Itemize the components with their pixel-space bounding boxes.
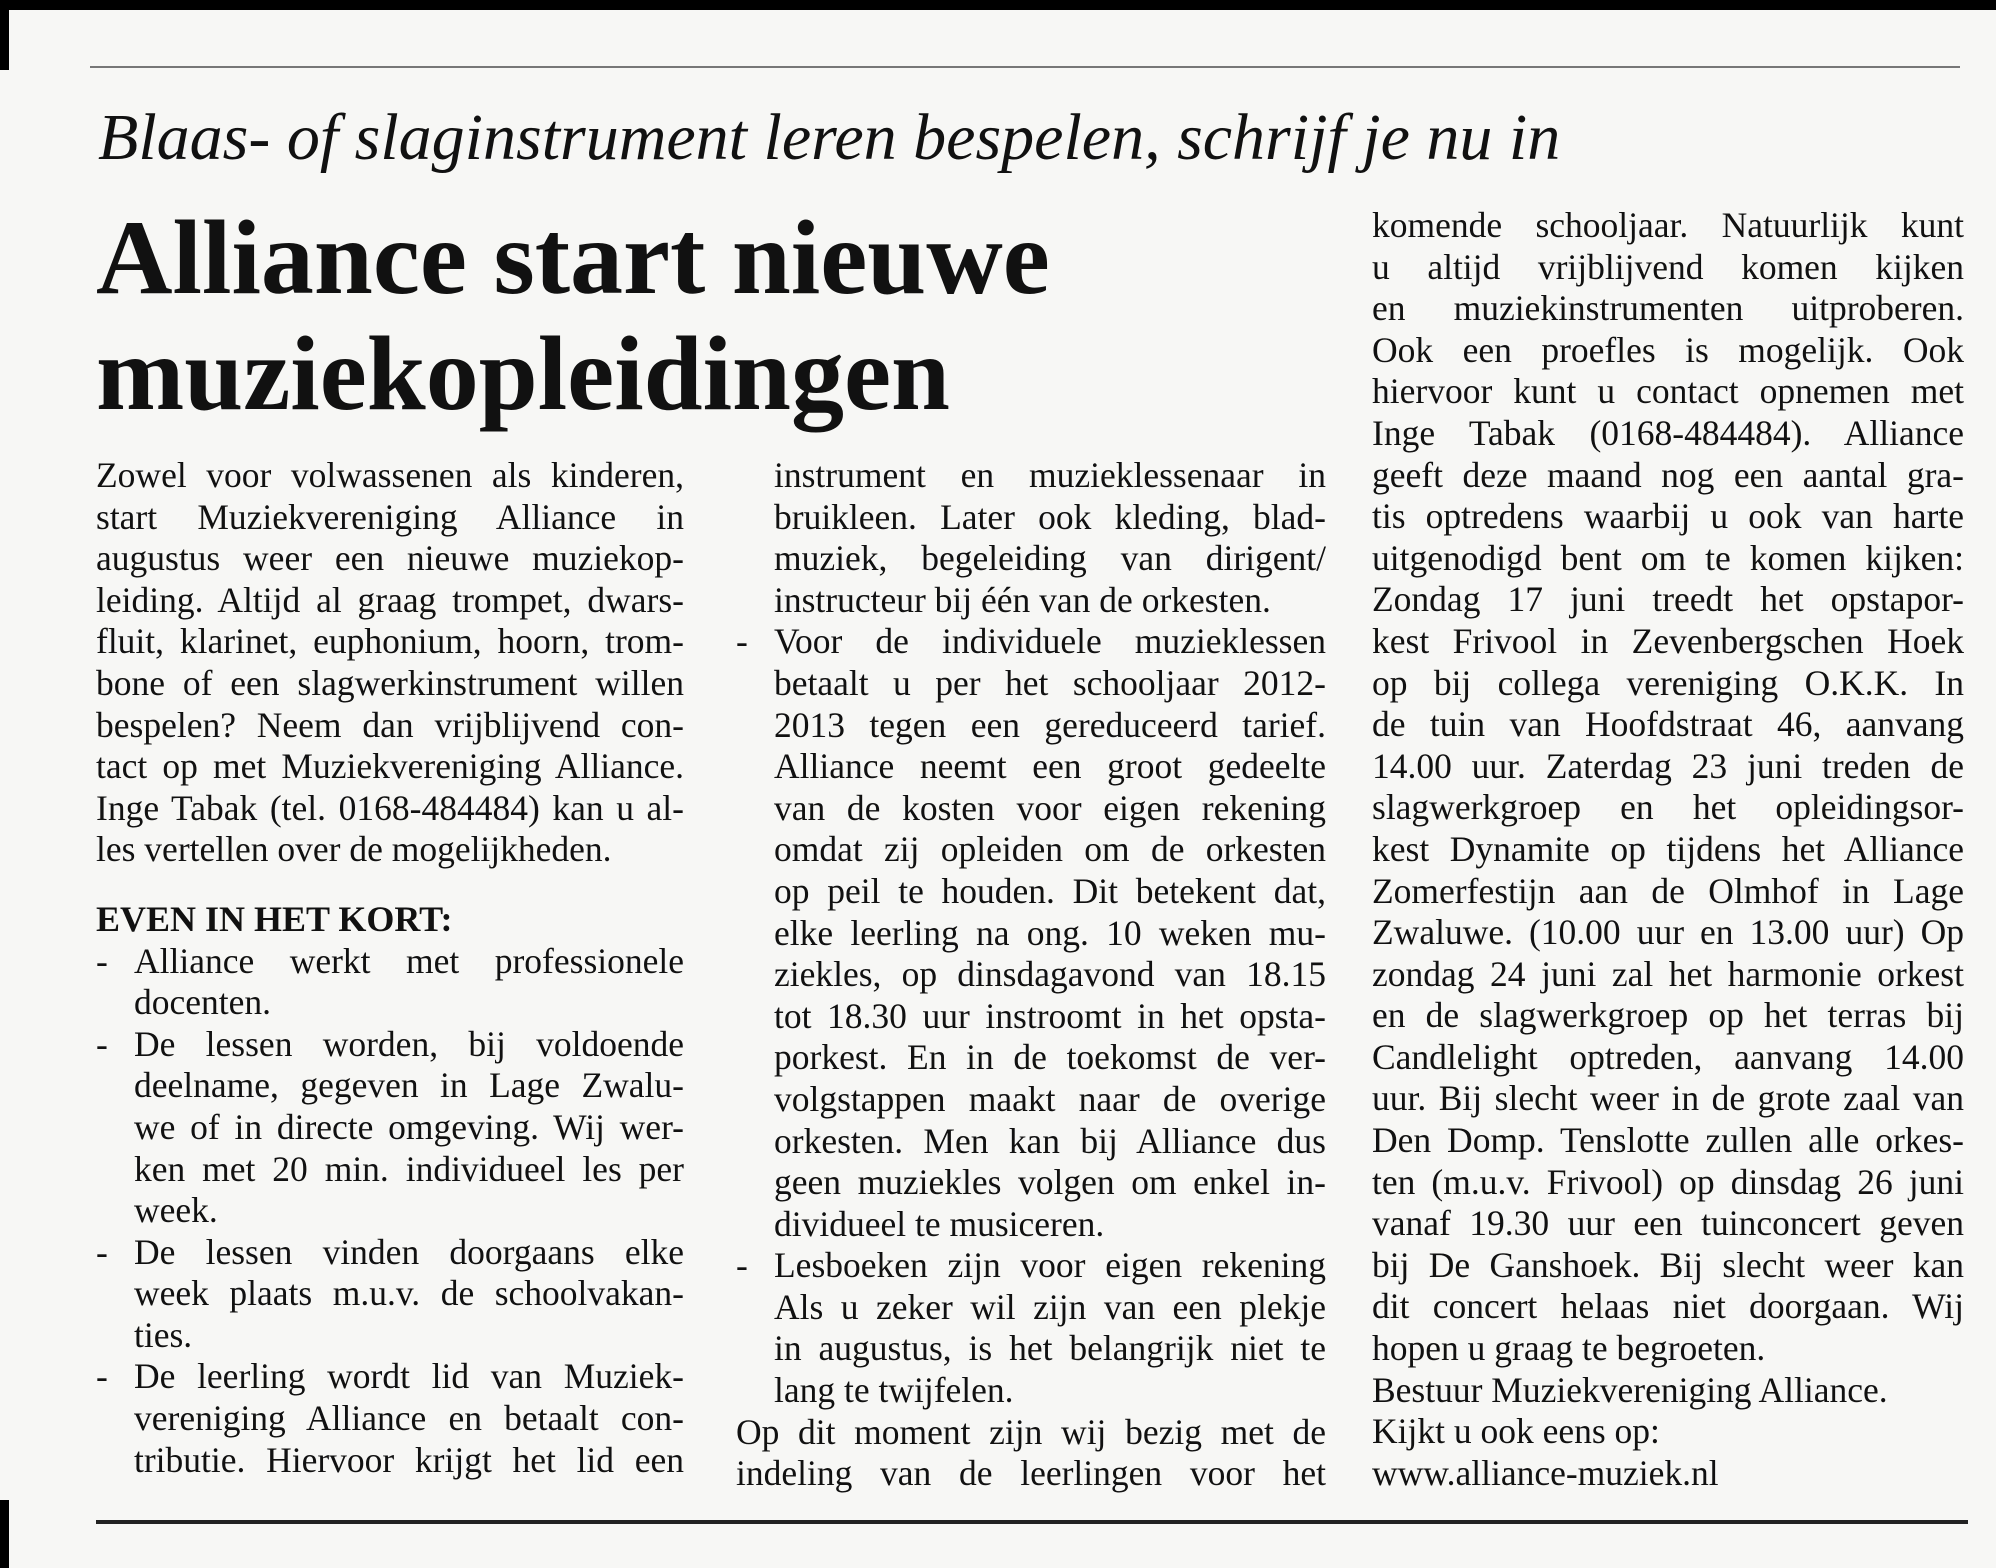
text-line: Zondag 17 juni treedt het opstapor- (1372, 579, 1964, 620)
text-line: ten (m.u.v. Frivool) op dinsdag 26 juni (1372, 1161, 1964, 1202)
text-line: orkesten. Men kan bij Alliance dus (774, 1120, 1326, 1161)
text-line: Candlelight optreden, aanvang 14.00 (1372, 1036, 1964, 1077)
text-line: op peil te houden. Dit betekent dat, (774, 870, 1326, 911)
text-line: bij De Ganshoek. Bij slecht weer kan (1372, 1244, 1964, 1285)
closing-paragraph (736, 1412, 1326, 1495)
website-link[interactable]: www.alliance-muziek.nl (1372, 1452, 1719, 1493)
text-line: volgstappen maakt naar de overige (774, 1078, 1326, 1119)
text-line: porkest. En in de toekomst de ver- (774, 1037, 1326, 1078)
text-line: De leerling wordt lid van Muziek- (134, 1356, 684, 1397)
text-line: ken met 20 min. individueel les per (134, 1148, 684, 1189)
text-line: ziekles, op dinsdagavond van 18.15 (774, 954, 1326, 995)
bullet-item (736, 621, 1326, 1245)
column-2 (736, 455, 1326, 1495)
text-line: dividueel te musiceren. (774, 1203, 1105, 1244)
column-3-paragraph (1372, 205, 1964, 1370)
text-line: indeling van de leerlingen voor het (736, 1453, 1326, 1494)
text-line: start Muziekvereniging Alliance in (96, 496, 684, 537)
intro-paragraph (96, 455, 684, 871)
text-line: elke leerling na ong. 10 weken mu- (774, 912, 1326, 953)
text-line: hopen u graag te begroeten. (1372, 1328, 1766, 1369)
text-line: vereniging Alliance en betaalt con- (134, 1398, 684, 1439)
text-line: deelname, gegeven in Lage Zwalu- (134, 1065, 684, 1106)
text-line: geeft deze maand nog een aantal gra- (1372, 454, 1964, 495)
signature: Bestuur Muziekvereniging Alliance. (1372, 1369, 1888, 1410)
text-line: uur. Bij slecht weer in de grote zaal van (1372, 1078, 1964, 1119)
text-line: Zwaluwe. (10.00 uur en 13.00 uur) Op (1372, 912, 1964, 953)
text-line: Inge Tabak (tel. 0168-484484) kan u al- (96, 787, 684, 828)
text-line: uitgenodigd bent om te komen kijken: (1372, 537, 1964, 578)
text-line: komende schooljaar. Natuurlijk kunt (1372, 205, 1964, 245)
text-line: week. (134, 1190, 218, 1231)
bullet-dash: - (736, 621, 748, 662)
bullet-dash: - (96, 1231, 108, 1272)
subhead: EVEN IN HET KORT: (96, 898, 453, 939)
continuation-paragraph (736, 455, 1326, 621)
text-line: tributie. Hiervoor krijgt het lid een (134, 1439, 684, 1480)
bullet-dash: - (96, 1356, 108, 1397)
text-line: bespelen? Neem dan vrijblijvend con- (96, 704, 684, 745)
text-line: op bij collega vereniging O.K.K. In (1372, 662, 1964, 703)
text-line: dit concert helaas niet doorgaan. Wij (1372, 1286, 1964, 1327)
text-line: zondag 24 juni zal het harmonie orkest (1372, 953, 1964, 994)
text-line: bone of een slagwerkinstrument willen (96, 662, 684, 703)
text-line: omdat zij opleiden om de orkesten (774, 829, 1326, 870)
headline (96, 200, 1346, 432)
bullet-dash: - (736, 1245, 748, 1286)
bullet-item (96, 941, 684, 1024)
bullet-dash: - (96, 1023, 108, 1064)
column-3 (1372, 205, 1964, 1494)
text-line: leiding. Altijd al graag trompet, dwars- (96, 579, 684, 620)
text-line: tot 18.30 uur instroomt in het opsta- (774, 995, 1326, 1036)
footer-rule (96, 1520, 1968, 1524)
text-line: docenten. (134, 982, 272, 1023)
text-line: instrument en muzieklessenaar in (774, 455, 1326, 495)
scan-top-border (0, 0, 1996, 10)
spacer (96, 871, 684, 899)
text-line: ties. (134, 1314, 193, 1355)
text-line: de tuin van Hoofdstraat 46, aanvang (1372, 704, 1964, 745)
text-line: en de slagwerkgroep op het terras bij (1372, 995, 1964, 1036)
text-line: bruikleen. Later ook kleding, blad- (774, 496, 1326, 537)
text-line: fluit, klarinet, euphonium, hoorn, trom- (96, 621, 684, 662)
text-line: week plaats m.u.v. de schoolvakan- (134, 1273, 684, 1314)
bullet-item (736, 1245, 1326, 1411)
text-line: instructeur bij één van de orkesten. (774, 579, 1271, 620)
text-line: hiervoor kunt u contact opnemen met (1372, 371, 1964, 412)
text-line: geen muziekles volgen om enkel in- (774, 1162, 1326, 1203)
text-line: Op dit moment zijn wij bezig met de (736, 1411, 1326, 1452)
text-line: Alliance werkt met professionele (134, 940, 684, 981)
text-line: kest Dynamite op tijdens het Alliance (1372, 828, 1964, 869)
kicker: Blaas- of slaginstrument leren bespelen, schrijf je nu in (98, 101, 1561, 174)
scan-left-edge (0, 10, 9, 70)
text-line: Den Domp. Tenslotte zullen alle orkes- (1372, 1120, 1964, 1161)
website-prompt: Kijkt u ook eens op: (1372, 1411, 1660, 1452)
text-line: 2013 tegen een gereduceerd tarief. (774, 704, 1326, 745)
text-line: les vertellen over de mogelijkheden. (96, 829, 612, 870)
text-line: Zowel voor volwassenen als kinderen, (96, 455, 684, 495)
text-line: vanaf 19.30 uur een tuinconcert geven (1372, 1203, 1964, 1244)
text-line: Zomerfestijn aan de Olmhof in Lage (1372, 870, 1964, 911)
text-line: Als u zeker wil zijn van een plekje (774, 1286, 1326, 1327)
text-line: lang te twijfelen. (774, 1370, 1014, 1411)
text-line: augustus weer een nieuwe muziekop- (96, 538, 684, 579)
text-line: Alliance neemt een groot gedeelte (774, 746, 1326, 787)
text-line: muziek, begeleiding van dirigent/ (774, 538, 1326, 579)
headline-line: muziekopleidingen (96, 315, 951, 432)
text-line: kest Frivool in Zevenbergschen Hoek (1372, 620, 1964, 661)
text-line: betaalt u per het schooljaar 2012- (774, 662, 1326, 703)
text-line: tact op met Muziekvereniging Alliance. (96, 746, 684, 787)
text-line: van de kosten voor eigen rekening (774, 787, 1326, 828)
header-rule (90, 66, 1960, 68)
text-line: De lessen worden, bij voldoende (134, 1023, 684, 1064)
bullet-item (96, 1356, 684, 1481)
bullet-item (96, 1024, 684, 1232)
text-line: Inge Tabak (0168-484484). Alliance (1372, 412, 1964, 453)
text-line: we of in directe omgeving. Wij wer- (134, 1106, 684, 1147)
text-line: 14.00 uur. Zaterdag 23 juni treden de (1372, 745, 1964, 786)
text-line: tis optredens waarbij u ook van harte (1372, 496, 1964, 537)
text-line: Ook een proefles is mogelijk. Ook (1372, 329, 1964, 370)
text-line: Lesboeken zijn voor eigen rekening (774, 1245, 1326, 1286)
text-line: u altijd vrijblijvend komen kijken (1372, 246, 1964, 287)
bullet-dash: - (96, 940, 108, 981)
text-line: en muziekinstrumenten uitproberen. (1372, 288, 1964, 329)
scan-left-edge-bottom (0, 1500, 9, 1568)
headline-line: Alliance start nieuwe (96, 199, 1050, 316)
text-line: Voor de individuele muzieklessen (774, 621, 1326, 662)
text-line: De lessen vinden doorgaans elke (134, 1231, 684, 1272)
text-line: in augustus, is het belangrijk niet te (774, 1328, 1326, 1369)
column-1 (96, 455, 684, 1481)
text-line: slagwerkgroep en het opleidingsor- (1372, 787, 1964, 828)
bullet-item (96, 1232, 684, 1357)
